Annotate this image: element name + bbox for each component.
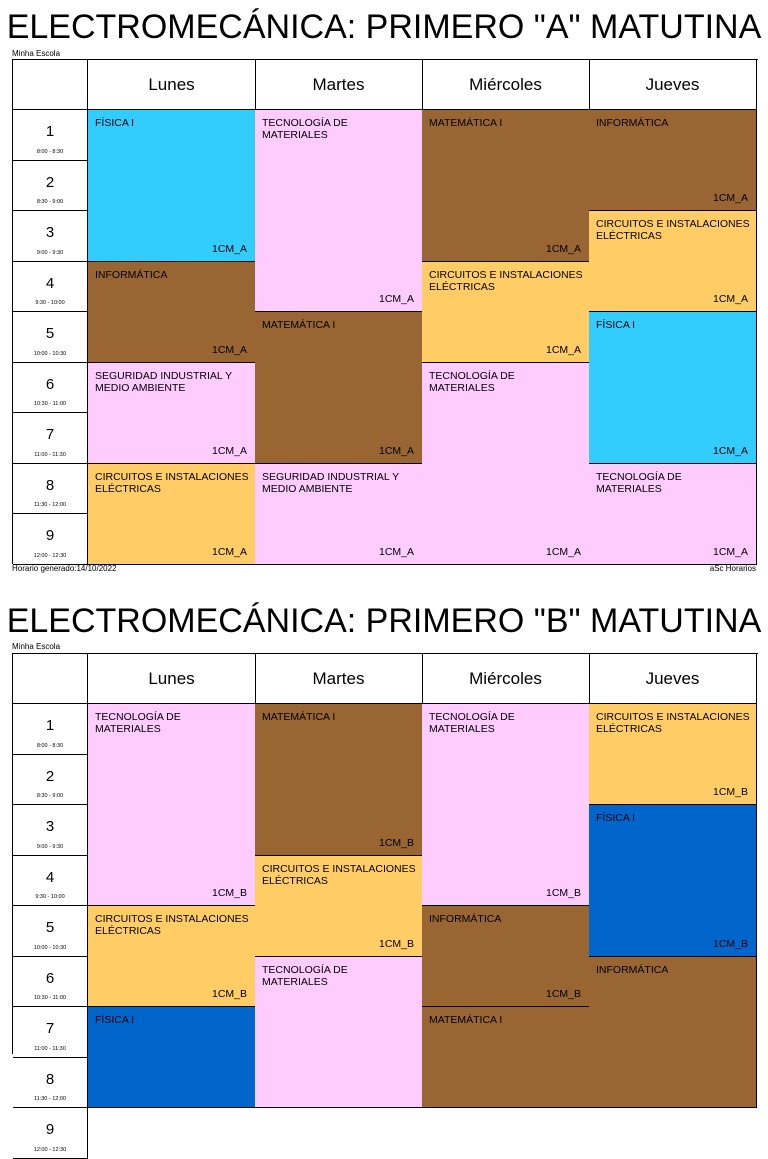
lesson-block <box>422 1007 590 1108</box>
period-cell <box>13 262 88 313</box>
period-time: 9:30 - 10:00 <box>35 894 65 900</box>
period-time: 9:30 - 10:00 <box>35 300 65 306</box>
lesson-group: 1CM_A <box>211 242 247 255</box>
lesson-group: 1CM_A <box>211 343 247 356</box>
lesson-group: 1CM_A <box>545 343 581 356</box>
period-number: 1 <box>45 717 55 734</box>
lesson-subject: INFORMÁTICA <box>596 117 669 129</box>
lesson-group: 1CM_A <box>545 545 581 558</box>
period-number: 9 <box>45 1121 55 1138</box>
period-cell <box>13 161 88 212</box>
day-header: Jueves <box>589 60 757 110</box>
lesson-subject: MATEMÁTICA I <box>429 1014 503 1026</box>
lesson-block <box>589 704 757 805</box>
day-header: Martes <box>255 654 423 704</box>
period-number: 5 <box>45 325 55 342</box>
period-time: 12:00 - 12:30 <box>33 1146 67 1153</box>
period-cell <box>13 755 88 806</box>
lesson-group: 1CM_A <box>712 293 748 305</box>
school-name: Minha Escola <box>12 642 61 651</box>
lesson-group: 1CM_A <box>378 545 414 558</box>
period-cell <box>13 464 88 515</box>
lesson-subject: INFORMÁTICA <box>95 268 168 281</box>
lesson-block <box>88 906 256 1007</box>
period-number: 9 <box>45 527 55 544</box>
lesson-block <box>255 312 423 464</box>
timetable-grid <box>12 59 758 564</box>
lesson-block <box>255 856 423 957</box>
lesson-subject: MATEMÁTICA I <box>262 319 336 331</box>
timetable-grid <box>12 653 758 1153</box>
period-time: 8:30 - 9:00 <box>36 199 64 205</box>
lesson-group: 1CM_B <box>712 937 748 950</box>
corner-cell <box>13 654 88 704</box>
lesson-subject: SEGURIDAD INDUSTRIAL Y MEDIO AMBIENTE <box>262 470 399 495</box>
day-header: Miércoles <box>422 60 590 110</box>
school-name: Minha Escola <box>12 49 61 58</box>
lesson-subject: CIRCUITOS E INSTALACIONES ELÉCTRICAS <box>262 862 416 887</box>
lesson-group: 1CM_B <box>545 887 581 899</box>
generated-date: Horario generado:14/10/2022 <box>12 564 117 573</box>
lesson-group: 1CM_B <box>712 786 748 798</box>
period-number: 2 <box>45 767 55 785</box>
lesson-block <box>422 262 590 363</box>
sheet-title: ELECTROMECÁNICA: PRIMERO "B" MATUTINA <box>6 602 762 640</box>
lesson-group: 1CM_A <box>211 444 247 457</box>
period-time: 12:00 - 12:30 <box>33 552 67 559</box>
lesson-subject: TECNOLOGÍA DE MATERIALES <box>262 963 348 988</box>
period-number: 1 <box>45 123 55 140</box>
period-number: 7 <box>45 1020 55 1037</box>
period-time: 8:00 - 8:30 <box>36 148 64 155</box>
lesson-group: 1CM_A <box>712 444 748 457</box>
period-time: 10:00 - 10:30 <box>33 350 67 357</box>
lesson-subject: TECNOLOGÍA DE MATERIALES <box>596 470 682 495</box>
lesson-block <box>589 110 757 211</box>
lesson-block <box>255 957 423 1109</box>
period-cell <box>13 906 88 957</box>
lesson-group: 1CM_B <box>378 836 414 849</box>
lesson-subject: TECNOLOGÍA DE MATERIALES <box>429 369 515 394</box>
lesson-subject: FÍSICA I <box>596 812 636 824</box>
lesson-subject: TECNOLOGÍA DE MATERIALES <box>429 711 515 735</box>
lesson-block <box>88 704 256 906</box>
lesson-block <box>88 1007 256 1108</box>
lesson-subject: CIRCUITOS E INSTALACIONES ELÉCTRICAS <box>596 218 750 242</box>
period-number: 4 <box>45 274 55 292</box>
lesson-subject: CIRCUITOS E INSTALACIONES ELÉCTRICAS <box>596 711 750 735</box>
period-cell <box>13 1108 88 1159</box>
period-number: 6 <box>45 375 55 393</box>
lesson-group: 1CM_A <box>378 444 414 457</box>
period-cell <box>13 110 88 161</box>
lesson-block <box>422 906 590 1007</box>
lesson-block <box>589 464 757 565</box>
lesson-subject: CIRCUITOS E INSTALACIONES ELÉCTRICAS <box>429 268 583 293</box>
lesson-subject: MATEMÁTICA I <box>262 711 336 723</box>
lesson-block <box>88 262 256 363</box>
lesson-subject: CIRCUITOS E INSTALACIONES ELÉCTRICAS <box>95 470 249 495</box>
period-number: 8 <box>45 1070 55 1088</box>
period-cell <box>13 312 88 363</box>
lesson-subject: TECNOLOGÍA DE MATERIALES <box>95 711 181 735</box>
lesson-group: 1CM_B <box>211 988 247 1000</box>
lesson-subject: INFORMÁTICA <box>429 913 502 925</box>
period-time: 9:00 - 9:30 <box>36 843 64 850</box>
period-time: 8:00 - 8:30 <box>36 742 64 749</box>
lesson-group: 1CM_A <box>712 192 748 204</box>
day-header: Martes <box>255 60 423 110</box>
period-time: 11:30 - 12:00 <box>33 1096 66 1102</box>
lesson-group: 1CM_B <box>545 988 581 1000</box>
period-cell <box>13 211 88 262</box>
period-time: 11:00 - 11:30 <box>34 451 66 458</box>
lesson-block <box>422 704 590 906</box>
lesson-block <box>589 805 757 957</box>
period-cell <box>13 413 88 464</box>
period-number: 7 <box>45 426 55 443</box>
period-cell <box>13 856 88 907</box>
corner-cell <box>13 60 88 110</box>
period-number: 3 <box>45 818 55 835</box>
lesson-group: 1CM_A <box>211 545 247 558</box>
day-header: Lunes <box>88 60 256 110</box>
lesson-block <box>422 110 590 262</box>
lesson-subject: TECNOLOGÍA DE MATERIALES <box>262 117 348 141</box>
lesson-subject: FÍSICA I <box>95 117 135 129</box>
period-cell <box>13 704 88 755</box>
software-credit: aSc Horarios <box>709 564 756 573</box>
lesson-block <box>589 312 757 464</box>
period-cell <box>13 1058 88 1109</box>
period-number: 5 <box>45 919 55 936</box>
lesson-block <box>589 211 757 312</box>
lesson-group: 1CM_A <box>378 293 414 305</box>
period-number: 8 <box>45 476 55 494</box>
period-time: 8:30 - 9:00 <box>36 793 64 799</box>
lesson-block <box>255 464 423 565</box>
lesson-subject: SEGURIDAD INDUSTRIAL Y MEDIO AMBIENTE <box>95 369 232 394</box>
lesson-block <box>255 110 423 312</box>
sheet-title: ELECTROMECÁNICA: PRIMERO "A" MATUTINA <box>6 8 762 46</box>
day-header: Jueves <box>589 654 757 704</box>
lesson-block <box>88 110 256 262</box>
period-number: 3 <box>45 224 55 241</box>
lesson-subject: MATEMÁTICA I <box>429 117 503 129</box>
lesson-block <box>88 464 256 565</box>
period-cell <box>13 514 88 565</box>
period-time: 11:00 - 11:30 <box>34 1045 66 1052</box>
day-header: Miércoles <box>422 654 590 704</box>
period-time: 10:00 - 10:30 <box>33 944 67 951</box>
day-header: Lunes <box>88 654 256 704</box>
lesson-subject: CIRCUITOS E INSTALACIONES ELÉCTRICAS <box>95 913 249 937</box>
period-cell <box>13 805 88 856</box>
lesson-block <box>422 363 590 565</box>
period-number: 4 <box>45 868 55 886</box>
period-cell <box>13 1007 88 1058</box>
lesson-block <box>88 363 256 464</box>
period-cell <box>13 363 88 414</box>
lesson-subject: FÍSICA I <box>596 319 636 331</box>
lesson-group: 1CM_B <box>211 887 247 899</box>
period-time: 10:30 - 11:00 <box>33 401 66 407</box>
lesson-group: 1CM_A <box>712 545 748 558</box>
lesson-group: 1CM_A <box>545 242 581 255</box>
period-time: 11:30 - 12:00 <box>33 502 66 508</box>
period-cell <box>13 957 88 1008</box>
lesson-subject: INFORMÁTICA <box>596 963 669 976</box>
period-time: 9:00 - 9:30 <box>36 249 64 256</box>
period-number: 2 <box>45 173 55 191</box>
lesson-group: 1CM_B <box>378 937 414 950</box>
lesson-block <box>589 957 757 1109</box>
lesson-subject: FÍSICA I <box>95 1014 135 1026</box>
period-time: 10:30 - 11:00 <box>33 995 66 1001</box>
lesson-block <box>255 704 423 856</box>
period-number: 6 <box>45 969 55 987</box>
